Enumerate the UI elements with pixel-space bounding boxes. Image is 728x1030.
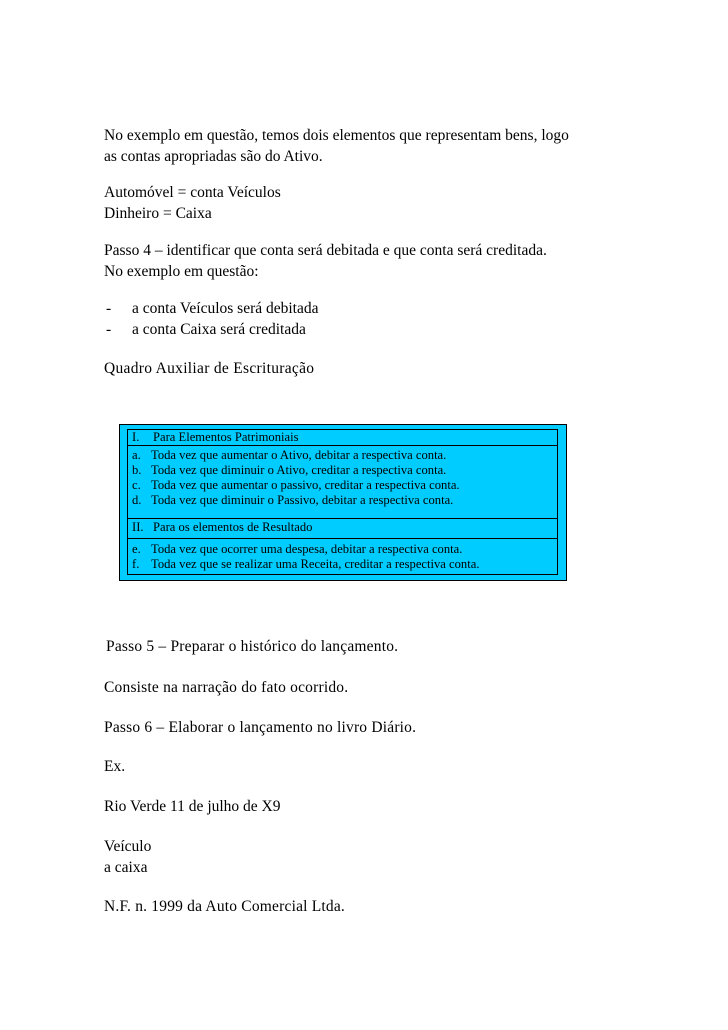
passo4-line: Passo 4 – identificar que conta será debitada e que conta será creditada. — [104, 242, 547, 259]
bullet-item — [104, 319, 306, 340]
bullet-item — [104, 298, 319, 319]
bullet-dash: - — [106, 300, 112, 317]
section-rows — [128, 539, 557, 574]
quadro-title: Quadro Auxiliar de Escrituração — [104, 360, 315, 377]
bullet-dash: - — [106, 321, 112, 338]
table-row: c. Toda vez que aumentar o passivo, creditar a respectiva conta. — [132, 478, 460, 492]
a-caixa-line: a caixa — [104, 859, 148, 876]
table-inner-frame — [127, 429, 558, 575]
section-title: Para Elementos Patrimoniais — [153, 430, 299, 444]
table-row: e. Toda vez que ocorrer uma despesa, debitar a respectiva conta. — [132, 542, 463, 556]
bullet-text: a conta Veículos será debitada — [132, 300, 319, 317]
section-title: Para os elementos de Resultado — [153, 520, 313, 534]
dinheiro-line: Dinheiro = Caixa — [104, 205, 212, 222]
section-label: I. — [132, 430, 140, 444]
table-row: f. Toda vez que se realizar uma Receita, creditar a respectiva conta. — [132, 557, 480, 571]
ex-line: Ex. — [104, 758, 126, 775]
table-row: d. Toda vez que diminuir o Passivo, debitar a respectiva conta. — [132, 493, 454, 507]
intro-line-2: as contas apropriadas são do Ativo. — [104, 148, 323, 165]
table-row: a. Toda vez que aumentar o Ativo, debitar a respectiva conta. — [132, 448, 447, 462]
table-row: b. Toda vez que diminuir o Ativo, creditar a respectiva conta. — [132, 463, 447, 477]
nf-line: N.F. n. 1999 da Auto Comercial Ltda. — [104, 898, 346, 915]
section-header — [128, 430, 557, 446]
automovel-line: Automóvel = conta Veículos — [104, 184, 281, 201]
passo6-line: Passo 6 – Elaborar o lançamento no livro Diário. — [104, 719, 417, 736]
data-local-line: Rio Verde 11 de julho de X9 — [104, 798, 281, 815]
consiste-line: Consiste na narração do fato ocorrido. — [104, 679, 349, 696]
intro-line-1: No exemplo em questão, temos dois elementos que representam bens, logo — [104, 127, 569, 144]
veiculo-line: Veículo — [104, 838, 152, 855]
section-label: II. — [132, 520, 144, 534]
section-rows — [128, 446, 557, 519]
exemplo-line: No exemplo em questão: — [104, 263, 259, 280]
section-header — [128, 519, 557, 539]
passo5-line: Passo 5 – Preparar o histórico do lançamento. — [106, 638, 399, 655]
quadro-auxiliar-table — [119, 424, 567, 581]
bullet-text: a conta Caixa será creditada — [132, 321, 306, 338]
